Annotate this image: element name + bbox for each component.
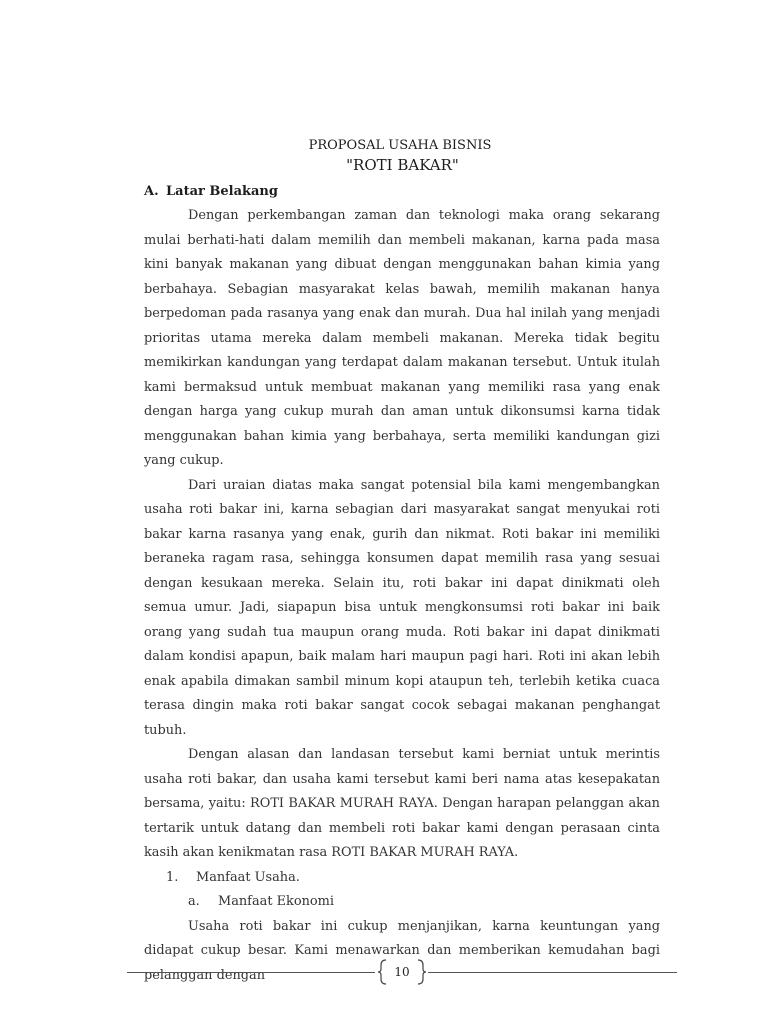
paragraph: Dari uraian diatas maka sangat potensial bila kami mengembangkan usaha roti bakar ini, karna sebagian dari masyarakat sangat menyukai roti bakar karna rasanya yang enak, gurih dan nikmat. Roti bakar ini memiliki beraneka ragam rasa, sehingga konsumen dapat memilih rasa yang sesuai dengan kesukaan mereka. Selain itu, roti bakar ini dapat dinikmati oleh semua umur. Jadi, siapapun bisa untuk mengkonsumsi roti bakar ini baik orang yang sudah tua maupun orang muda. Roti bakar ini dapat dinikmati dalam kondisi apapun, baik malam hari maupun pagi hari. Roti ini akan lebih enak apabila dimakan sambil minum kopi ataupun teh, terlebih ketika cuaca terasa dingin maka roti bakar sangat cocok sebagai makanan penghangat tubuh. (144, 477, 660, 738)
paragraph: Dengan perkembangan zaman dan teknologi maka orang sekarang mulai berhati-hati dalam memilih dan membeli makanan, karna pada masa kini banyak makanan yang dibuat dengan menggunakan bahan kimia yang berbahaya. Sebagian masyarakat kelas bawah, memilih makanan hanya berpedoman pada rasanya yang enak dan murah. Dua hal inilah yang menjadi prioritas utama mereka dalam membeli makanan. Mereka tidak begitu memikirkan kandungan yang terdapat dalam makanan tersebut. Untuk itulah kami bermaksud untuk membuat makanan yang memiliki rasa yang enak dengan harga yang cukup murah dan aman untuk dikonsumsi karna tidak menggunakan bahan kimia yang berbahaya, serta memiliki kandungan gizi yang cukup. (144, 208, 660, 468)
footer-rule-right (428, 972, 677, 973)
list-number: 1. (166, 869, 179, 885)
sub-list-letter: a. (188, 894, 200, 909)
list-label: Manfaat Usaha. (196, 869, 300, 885)
page-number: 10 (394, 965, 410, 979)
section-label: Latar Belakang (166, 184, 278, 199)
sub-list-item (144, 890, 660, 915)
footer-rule-left (127, 972, 375, 973)
sub-list-label: Manfaat Ekonomi (218, 894, 334, 909)
document-body (144, 204, 660, 988)
document-title: PROPOSAL USAHA BISNIS (308, 138, 492, 153)
section-heading (144, 183, 278, 201)
paragraph: Usaha roti bakar ini cukup menjanjikan, karna keuntungan yang didapat cukup besar. Kami menawarkan dan memberikan kemudahan bagi pelanggan dengan (144, 918, 660, 983)
document-subtitle: "ROTI BAKAR" (346, 156, 459, 174)
list-item (144, 866, 660, 891)
section-number: A. (144, 184, 159, 199)
paragraph: Dengan alasan dan landasan tersebut kami berniat untuk merintis usaha roti bakar, dan usaha kami tersebut kami beri nama atas kesepakatan bersama, yaitu: ROTI BAKAR MURAH RAYA. Dengan harapan pelanggan akan tertarik untuk datang dan membeli roti bakar kami dengan perasaan cinta kasih akan kenikmatan rasa ROTI BAKAR MURAH RAYA. (144, 747, 660, 860)
